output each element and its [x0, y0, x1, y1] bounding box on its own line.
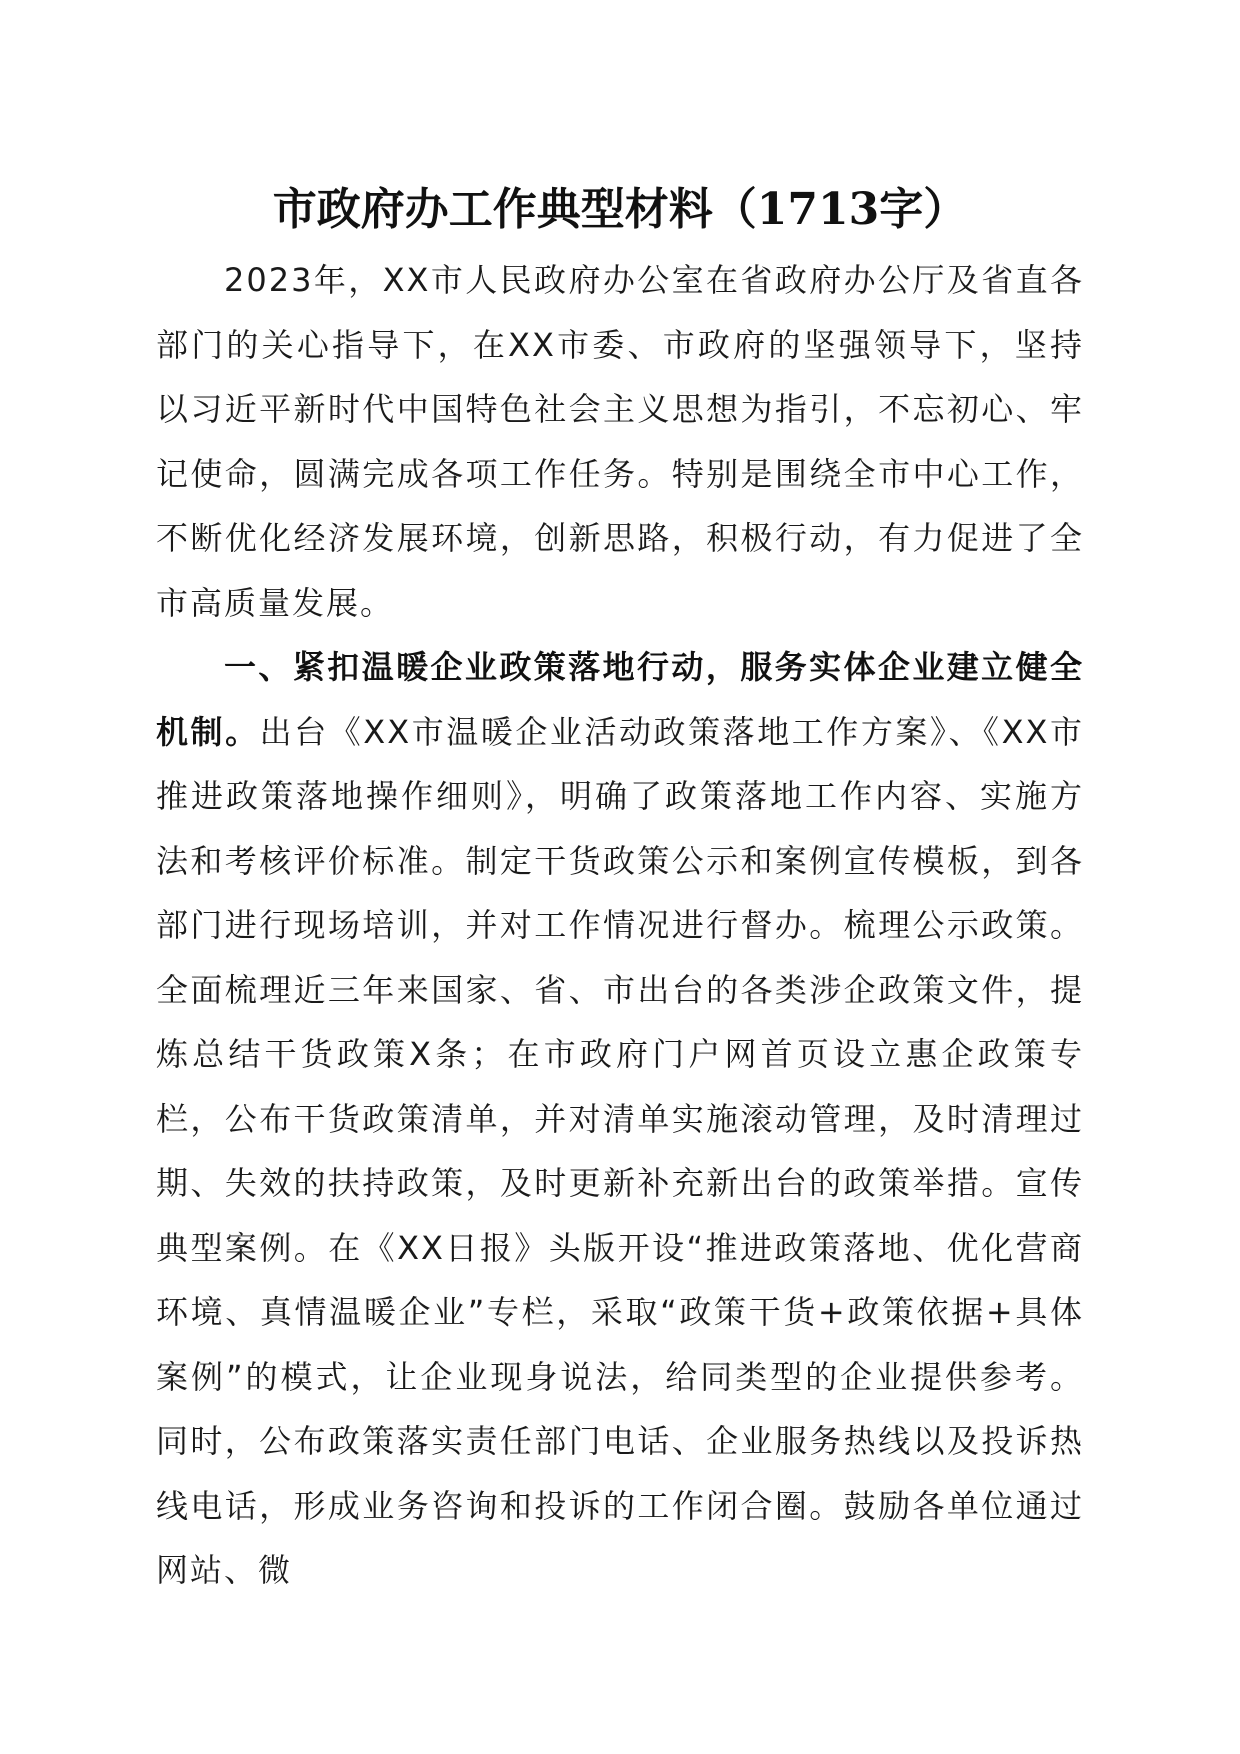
- document-body: [156, 248, 1084, 1603]
- section-1-body: 出台《XX市温暖企业活动政策落地工作方案》、《XX市推进政策落地操作细则》，明确了政策落地工作内容、实施方法和考核评价标准。制定干货政策公示和案例宣传模板，到各部门进行现场培训，并对工作情况进行督办。梳理公示政策。全面梳理近三年来国家、省、市出台的各类涉企政策文件，提炼总结干货政策X条；在市政府门户网首页设立惠企政策专栏，公布干货政策清单，并对清单实施滚动管理，及时清理过期、失效的扶持政策，及时更新补充新出台的政策举措。宣传典型案例。在《XX日报》头版开设“推进政策落地、优化营商环境、真情温暖企业”专栏，采取“政策干货+政策依据+具体案例”的模式，让企业现身说法，给同类型的企业提供参考。同时，公布政策落实责任部门电话、企业服务热线以及投诉热线电话，形成业务咨询和投诉的工作闭合圈。鼓励各单位通过网站、微: [156, 712, 1084, 1589]
- section-1-heading: 一、紧扣温暖企业政策落地行动，服务实体企业建立健全机制。: [156, 648, 1084, 751]
- intro-paragraph: 2023年，XX市人民政府办公室在省政府办公厅及省直各部门的关心指导下，在XX市委、市政府的坚强领导下，坚持以习近平新时代中国特色社会主义思想为指引，不忘初心、牢记使命，圆满完成各项工作任务。特别是围绕全市中心工作，不断优化经济发展环境，创新思路，积极行动，有力促进了全市高质量发展。: [156, 261, 1084, 622]
- section-1-paragraph: [156, 635, 1084, 1603]
- document-title: 市政府办工作典型材料（1713字）: [272, 184, 968, 235]
